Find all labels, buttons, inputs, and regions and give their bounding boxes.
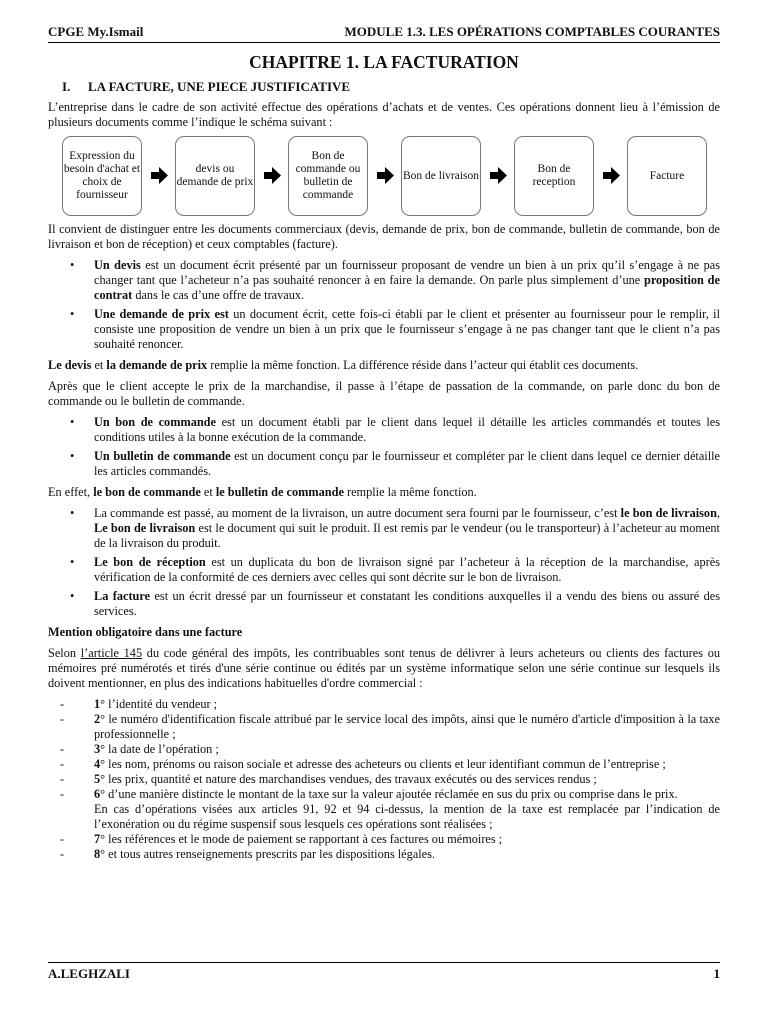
flow-arrow-icon [490, 167, 507, 184]
section-number: I. [62, 79, 71, 94]
distinguish-paragraph: Il convient de distinguer entre les documents commerciaux (devis, demande de prix, bon de commande, bulletin de commande, bon de livraison et bon de réception) et ceux comptables (facture). [48, 222, 720, 251]
footer-author: A.LEGHZALI [48, 966, 130, 981]
mention-list [48, 697, 720, 802]
page-header [48, 24, 720, 43]
list-item: - 3° la date de l’opération ; [48, 742, 720, 757]
list-item: • Une demande de prix est un document écrit, cette fois-ci établi par le client et présenter au fournisseur pour le remplir, il consiste une proposition de vendre un bien à un prix que le fournisseur s’engage à ne pas changer tant que le client n’a pas souhaité renoncer. [48, 307, 720, 352]
flow-arrow-icon [264, 167, 281, 184]
mention-6-extra: En cas d’opérations visées aux articles 91, 92 et 94 ci-dessus, la mention de la taxe est remplacée par l’indication de l’exonération ou du régime suspensif sous lesquels ces opérations sont réalisées ; [94, 802, 720, 831]
flow-box-commande: Bon de commande ou bulletin de commande [288, 136, 368, 216]
list-item: • La facture est un écrit dressé par un fournisseur et constatant les conditions auxquelles il a vendu des biens ou assuré des services. [48, 589, 720, 619]
list-item: - 6° d’une manière distincte le montant de la taxe sur la valeur ajoutée réclamée en sus du prix ou comprise dans le prix. [48, 787, 720, 802]
list-item: - 1° l’identité du vendeur ; [48, 697, 720, 712]
header-left: CPGE My.Ismail [48, 24, 144, 39]
bullet-list-livraison [48, 506, 720, 619]
list-item: • La commande est passé, au moment de la livraison, un autre document sera fourni par le fournisseur, c’est le bon de livraison, Le bon de livraison est le document qui suit le produit. Il est remis par le vendeur (ou le transporteur) à l’acheteur au moment de la livraison du produit. [48, 506, 720, 551]
mention-list-end [48, 832, 720, 862]
article-145-link: l’article 145 [80, 646, 143, 660]
flow-box-livraison: Bon de livraison [401, 136, 481, 216]
list-item: - 4° les nom, prénoms ou raison sociale et adresse des acheteurs ou clients et leur identifiant commun de l’entreprise ; [48, 757, 720, 772]
flow-box-besoin: Expression du besoin d'achat et choix de fournisseur [62, 136, 142, 216]
flow-arrow-icon [377, 167, 394, 184]
list-item: - 2° le numéro d'identification fiscale attribué par le service local des impôts, ainsi que le numéro d'article d'imposition à la taxe professionnelle ; [48, 712, 720, 742]
flow-box-devis: devis ou demande de prix [175, 136, 255, 216]
list-item: - 5° les prix, quantité et nature des marchandises vendues, des travaux exécutés ou des services rendus ; [48, 772, 720, 787]
after-accept-paragraph: Après que le client accepte le prix de la marchandise, il passe à l’étape de passation de la commande, on parle donc du bon de commande ou le bulletin de commande. [48, 379, 720, 408]
mention-heading: Mention obligatoire dans une facture [48, 625, 243, 639]
header-right: MODULE 1.3. LES OPÉRATIONS COMPTABLES COURANTES [344, 24, 720, 39]
list-item: • Le bon de réception est un duplicata du bon de livraison signé par l’acheteur à la réception de la marchandise, après vérification de la conformité de ces derniers avec celles qui sont décrite sur le bon de livraison. [48, 555, 720, 585]
flow-arrow-icon [151, 167, 168, 184]
mention-intro-paragraph: Selon l’article 145 du code général des impôts, les contribuables sont tenus de délivrer à leurs acheteurs ou clients des factures ou mémoires pré numérotés et tirés d'une série continue ou édités par un système informatique selon une série continue sur lesquels ils doivent mentionner, en plus des indications habituelles d'ordre commercial : [48, 646, 720, 690]
flow-box-reception: Bon de reception [514, 136, 594, 216]
list-item: • Un bon de commande est un document établi par le client dans lequel il détaille les articles commandés et toutes les conditions utiles à la bonne exécution de la commande. [48, 415, 720, 445]
page-title: CHAPITRE 1. LA FACTURATION [249, 52, 519, 72]
section-title: LA FACTURE, UNE PIECE JUSTIFICATIVE [88, 79, 351, 94]
page-number: 1 [713, 966, 720, 981]
list-item: • Un bulletin de commande est un document conçu par le fournisseur et compléter par le client dans lequel ce dernier détaille les articles commandés. [48, 449, 720, 479]
flow-arrow-icon [603, 167, 620, 184]
page-footer [48, 962, 720, 981]
document-body [48, 79, 720, 862]
same-function-paragraph: Le devis et la demande de prix remplie la même fonction. La différence réside dans l’acteur qui établit ces documents. [48, 358, 639, 372]
flow-box-facture: Facture [627, 136, 707, 216]
list-item: - 8° et tous autres renseignements prescrits par les dispositions légales. [48, 847, 720, 862]
list-item: • Un devis est un document écrit présenté par un fournisseur proposant de vendre un bien à un prix qu’il s’engage à ne pas changer tant que l’acheteur n’a pas souhaité renoncer à en faire la demande. On parle plus simplement d’une proposition de contrat dans le cas d’une offre de travaux. [48, 258, 720, 303]
section-heading [48, 79, 720, 94]
same-function-paragraph-2: En effet, le bon de commande et le bulletin de commande remplie la même fonction. [48, 485, 477, 499]
bullet-list-commande [48, 415, 720, 479]
intro-paragraph: L’entreprise dans le cadre de son activité effectue des opérations d’achats et de ventes. Ces opérations donnent lieu à l’émission de plusieurs documents comme l’indique le schéma suivant : [48, 100, 720, 129]
document-flow-diagram [48, 136, 720, 216]
list-item: - 7° les références et le mode de paiement se rapportant à ces factures ou mémoires ; [48, 832, 720, 847]
bullet-list-devis [48, 258, 720, 352]
